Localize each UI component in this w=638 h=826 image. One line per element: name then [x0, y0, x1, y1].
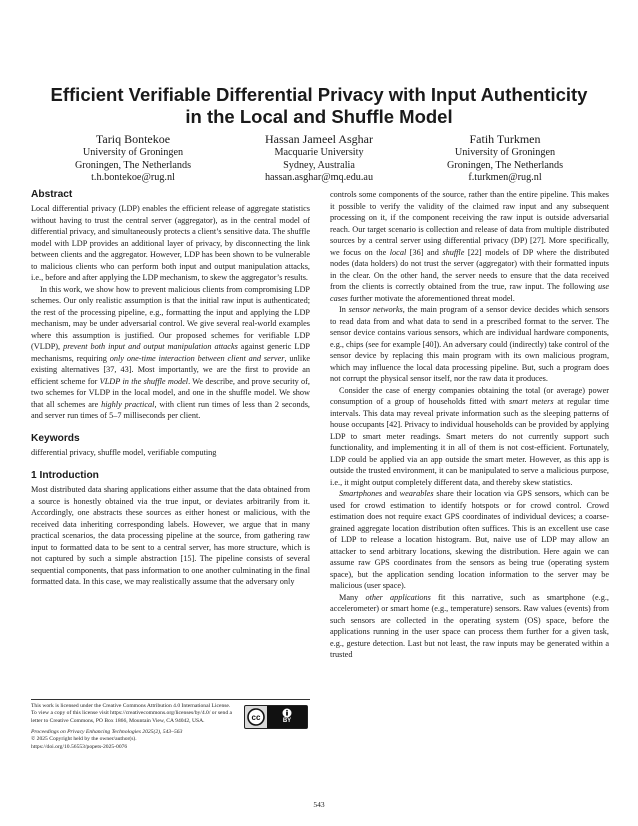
author-2 [226, 132, 412, 185]
by-label: BY [282, 718, 292, 725]
cc-by-badge[interactable] [244, 705, 308, 729]
proceedings-line: Proceedings on Privacy Enhancing Technologies 2025(2), 543–563 [31, 729, 183, 735]
author-affiliation: University of Groningen [82, 147, 184, 158]
author-name: Tariq Bontekoe [95, 132, 171, 146]
intro-paragraph-1: Most distributed data sharing applications either assume that the data obtained from a source is honestly obtained via the true input, or deviates arbitrarily from it. Accordingly, one abstracts these sources as either honest or malicious, with the received data inheriting corresponding labels. However, we argue that in many practical scenarios, the data processing pipeline at the source, from gathering raw input to formatted data to be sent to a central server, has more structure, which is not captured by such a simple abstraction [15]. The pipeline consists of several sequential components, that pass information to one another culminating in the final formatted data. In this case, we may realistically assume that the adversary only [31, 485, 310, 586]
by-icon [267, 706, 307, 728]
left-column [31, 188, 310, 588]
author-block [40, 132, 598, 185]
author-location: Groningen, The Netherlands [74, 159, 192, 171]
copyright-line: © 2025 Copyright held by the owner/author(s). [31, 736, 137, 743]
right-column [330, 189, 609, 661]
license-footnote [31, 699, 310, 751]
intro-paragraph-2: controls some components of the source, rather than the entire pipeline. This makes it possible to verify the validity of the claimed raw input and any subsequent processing on it, if the component receiving the raw input is outside adversarial reach. Our target scenario is collection and release of data from multiple distributed sources by a central server using differential privacy (DP) [27]. More specifically, we focus on the local [36] and shuffle [22] models of DP where the distributed nodes (data holders) do not trust the server (aggregator) with their formatted inputs in the clear. On the other hand, the server needs to ensure that the data received from the clients is correctly obtained from the true, raw input. The following use cases further motivate the aforementioned threat model. [330, 190, 609, 303]
doi-link[interactable]: https://doi.org/10.56553/popets-2025-0076 [31, 743, 128, 750]
abstract-paragraph-2: In this work, we show how to prevent malicious clients from compromising LDP schemes. Our only realistic assumption is that the initial raw input is authenticated; the rest of the processing pipeline, e.g., formatting the input and applying the LDP mechanism, may be under adversarial control. We give several real-world examples where this assumption is justified. Our proposed schemes for verifiable LDP (VLDP), prevent both input and output manipulation attacks against generic LDP mechanisms, requiring only one-time interaction between client and server, unlike existing alternatives [37, 43]. Most importantly, we are the first to provide an efficient scheme for VLDP in the shuffle model. We describe, and prove security of, two schemes for VLDP in the local model, and one in the shuffle model. We show that all schemes are highly practical, with client run times of less than 2 seconds, and server run times of 5–7 milliseconds per client. [31, 284, 310, 420]
other-applications-paragraph: Many other applications fit this narrative, such as smartphone (e.g., accelerometer) or smart home (e.g., temperature) sensors. Raw values (events) from such sensors are collected in the operating system (OS) space, before the applications running in the user space can process them further for a given task, e.g., gesture detection. Last but not least, the raw inputs may be generated within a trusted [330, 592, 609, 659]
svg-text:cc: cc [251, 713, 261, 722]
author-email[interactable]: hassan.asghar@mq.edu.au [264, 172, 374, 184]
author-affiliation: Macquarie University [274, 147, 364, 158]
author-email[interactable]: t.h.bontekoe@rug.nl [91, 172, 175, 184]
keywords-heading: Keywords [31, 432, 80, 444]
author-name: Fatih Turkmen [469, 132, 541, 146]
license-text: This work is licensed under the Creative Commons Attribution 4.0 International License. To view a copy of this license visit https://creativecommons.org/licenses/by/4.0/ or send a letter to Creative Commons, PO Box 1866, Mountain View, CA 94042, USA. [31, 703, 232, 724]
author-location: Sydney, Australia [283, 159, 355, 171]
author-location: Groningen, The Netherlands [446, 159, 564, 171]
author-1 [40, 132, 226, 185]
author-affiliation: University of Groningen [454, 147, 556, 158]
page-number: 543 [313, 800, 325, 809]
author-email[interactable]: f.turkmen@rug.nl [468, 172, 542, 184]
abstract-heading: Abstract [31, 189, 73, 200]
sensor-networks-paragraph: In sensor networks, the main program of a sensor device decides which sensors to read data from and what data to send in a prescribed format to the server. The sensor device contains various sensors, which are individual hardware components, e.g., chips (see for example [40]). An adversary could (indirectly) take control of the sensor device by replacing this main program with its own malicious program, which may influence the local data processing pipeline. But, such a program does not corrupt the physical sensor itself, nor the raw data it produces. [330, 305, 610, 383]
smartphones-paragraph: Smartphones and wearables share their location via GPS sensors, which can be used for crowd estimation to identify hotspots or for crowd control. Crowd estimation does not require exact GPS coordinates of individual devices; a coarse-grained aggregate location distribution often suffices. This is an excellent use case of LDP to release a location histogram. But, naive use of LDP may allow an attacker to send arbitrary locations, skewing the distribution. Here again we can assume raw GPS coordinates from the sensors as being true (operating system space), but the application sending location information to the server may be malicious (user space). [330, 489, 609, 590]
smart-meters-paragraph: Consider the case of energy companies obtaining the total (or average) power consumption of a group of households fitted with smart meters at regular time intervals. This data may reveal private information such as the sleeping patterns of house occupants [42]. Privacy to individual households can be provided by applying LDP to smart meter readings. Smart meters do not currently support such functionality, and implementing it in all of them is not cost-efficient. Fortunately, LDP could be applied via an app outside the smart meter. However, as this app is outside the trusted environment, it can be manipulated to serve a malicious purpose, i.e., it might output completely different data, and thereby skew statistics. [330, 385, 610, 487]
section-heading-introduction: 1 Introduction [31, 470, 99, 481]
keywords-text: differential privacy, shuffle model, verifiable computing [31, 447, 217, 457]
abstract-paragraph-1: Local differential privacy (LDP) enables the efficient release of aggregate statistics without having to trust the central server (aggregator), as in the central model of differential privacy, and simultaneously protects a client’s sensitive data. The shuffle model with LDP provides an additional layer of privacy, by disconnecting the link between clients and the aggregator. However, LDP has been shown to be vulnerable to malicious clients who can perform both input and output manipulation attacks, i.e., before and after applying the LDP mechanism, to skew the aggregator’s results. [31, 204, 310, 282]
author-3 [412, 132, 598, 185]
cc-icon [245, 706, 267, 728]
author-name: Hassan Jameel Asghar [265, 132, 373, 146]
paper-title: Efficient Verifiable Differential Privacy with Input Authenticity in the Local and Shuffle Model [50, 84, 588, 127]
